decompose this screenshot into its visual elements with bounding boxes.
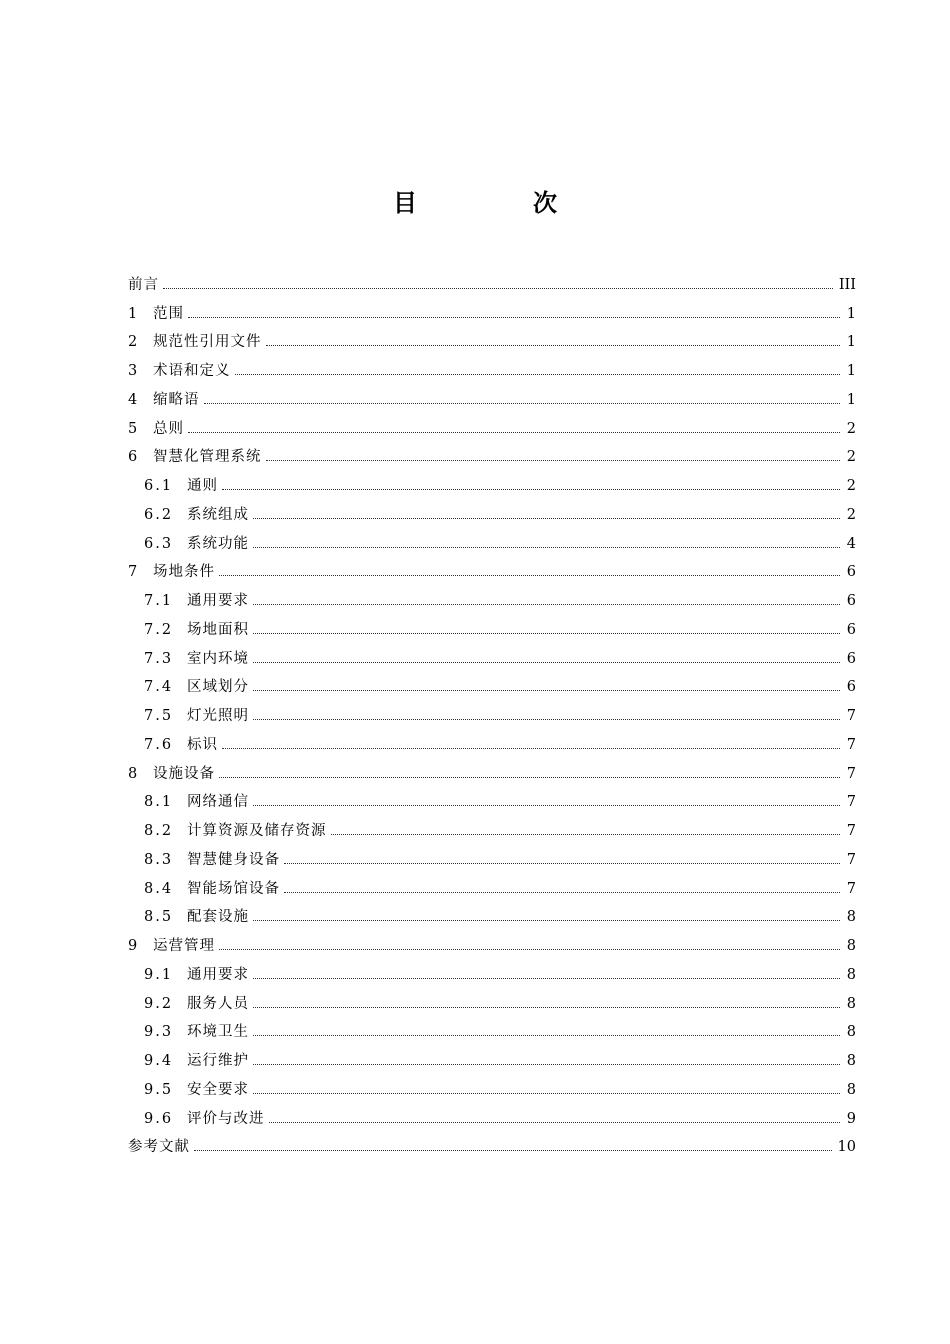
toc-entry-title: 室内环境	[187, 650, 249, 667]
toc-entry-page-number: 1	[846, 334, 856, 351]
toc-entry[interactable]	[128, 380, 856, 409]
toc-entry-title: 计算资源及储存资源	[187, 823, 327, 839]
toc-entry-title: 参考文献	[128, 1139, 190, 1156]
toc-dot-leader	[266, 460, 841, 461]
toc-entry-page-number: 6	[846, 679, 856, 696]
toc-entry-number: 2	[128, 334, 140, 351]
toc-entry-title: 系统功能	[187, 535, 249, 552]
toc-dot-leader	[331, 834, 841, 835]
toc-entry[interactable]	[128, 926, 856, 955]
toc-dot-leader	[188, 317, 840, 318]
toc-entry-page-number: 7	[846, 823, 856, 839]
toc-dot-leader	[269, 1122, 841, 1123]
toc-dot-leader	[266, 345, 841, 346]
toc-dot-leader	[253, 978, 840, 979]
toc-entry-title: 规范性引用文件	[153, 334, 262, 351]
toc-entry-page-number: 10	[837, 1139, 856, 1156]
toc-entry-title: 服务人员	[187, 995, 249, 1012]
toc-entry-page-number: 2	[846, 449, 856, 466]
toc-dot-leader	[253, 1093, 840, 1094]
page-title: 目 次	[393, 189, 603, 217]
toc-entry-page-number: 6	[846, 650, 856, 667]
toc-entry-page-number: 2	[846, 478, 856, 494]
toc-entry[interactable]	[128, 668, 856, 697]
toc-entry[interactable]	[128, 323, 856, 352]
toc-dot-leader	[222, 489, 840, 490]
toc-entry-page-number: 9	[846, 1110, 856, 1127]
toc-entry-page-number: 6	[846, 564, 856, 581]
toc-dot-leader	[253, 920, 840, 921]
toc-entry-number: 7.2	[144, 621, 174, 638]
toc-entry[interactable]	[128, 869, 856, 898]
toc-entry-page-number: III	[838, 276, 856, 293]
toc-entry-number: 1	[128, 305, 140, 322]
toc-entry-title: 灯光照明	[187, 708, 249, 724]
toc-entry[interactable]	[128, 581, 856, 610]
toc-entry-title: 安全要求	[187, 1081, 249, 1098]
toc-entry[interactable]	[128, 984, 856, 1013]
toc-dot-leader	[219, 575, 840, 576]
toc-entry[interactable]	[128, 754, 856, 783]
toc-entry-title: 范围	[153, 305, 184, 322]
toc-dot-leader	[253, 662, 840, 663]
table-of-contents	[128, 265, 856, 1156]
toc-entry-number: 7.5	[144, 708, 174, 724]
toc-entry-title: 通用要求	[187, 593, 249, 609]
toc-entry-page-number: 1	[846, 363, 856, 379]
toc-dot-leader	[194, 1150, 832, 1151]
toc-entry-page-number: 2	[846, 420, 856, 437]
toc-dot-leader	[253, 1007, 840, 1008]
toc-entry-title: 设施设备	[153, 765, 215, 782]
toc-entry-page-number: 2	[846, 506, 856, 523]
toc-entry-title: 智慧化管理系统	[153, 449, 262, 466]
toc-dot-leader	[163, 288, 833, 289]
toc-entry-title: 场地条件	[153, 564, 215, 581]
toc-entry-number: 9.2	[144, 995, 174, 1012]
toc-entry-page-number: 1	[846, 305, 856, 322]
toc-entry-page-number: 4	[846, 535, 856, 552]
toc-entry-number: 9.1	[144, 966, 174, 983]
toc-entry[interactable]	[128, 696, 856, 725]
toc-dot-leader	[253, 1035, 840, 1036]
toc-entry-page-number: 8	[846, 1081, 856, 1098]
toc-entry[interactable]	[128, 1099, 856, 1128]
toc-entry[interactable]	[128, 495, 856, 524]
toc-entry-number: 7.4	[144, 679, 174, 696]
toc-entry[interactable]	[128, 438, 856, 467]
toc-entry-number: 3	[128, 363, 140, 379]
toc-dot-leader	[253, 547, 840, 548]
toc-entry-page-number: 6	[846, 593, 856, 609]
toc-entry-number: 7.1	[144, 593, 174, 609]
toc-entry-number: 9.6	[144, 1110, 174, 1127]
toc-entry-number: 8.2	[144, 823, 174, 839]
toc-entry-number: 9.4	[144, 1053, 174, 1069]
toc-entry-title: 配套设施	[187, 909, 249, 926]
toc-entry[interactable]	[128, 1013, 856, 1042]
toc-entry[interactable]	[128, 1128, 856, 1157]
toc-entry-number: 8.4	[144, 880, 174, 897]
toc-entry[interactable]	[128, 294, 856, 323]
toc-entry-title: 区域划分	[187, 679, 249, 696]
toc-entry-title: 通用要求	[187, 966, 249, 983]
toc-dot-leader	[253, 604, 840, 605]
toc-entry-page-number: 8	[846, 909, 856, 926]
toc-entry-title: 总则	[153, 420, 184, 437]
toc-entry[interactable]	[128, 639, 856, 668]
toc-entry[interactable]	[128, 955, 856, 984]
toc-entry-page-number: 7	[846, 708, 856, 724]
toc-entry-page-number: 8	[846, 1053, 856, 1069]
toc-entry-number: 7.3	[144, 650, 174, 667]
toc-entry-page-number: 7	[846, 851, 856, 868]
toc-dot-leader	[253, 805, 840, 806]
toc-entry-number: 4	[128, 391, 140, 408]
toc-entry-number: 6.1	[144, 478, 174, 494]
toc-entry-page-number: 7	[846, 736, 856, 753]
toc-entry[interactable]	[128, 351, 856, 380]
toc-entry[interactable]	[128, 265, 856, 294]
toc-dot-leader	[188, 432, 840, 433]
toc-entry-title: 智慧健身设备	[187, 851, 280, 868]
toc-entry[interactable]	[128, 524, 856, 553]
toc-entry-page-number: 7	[846, 765, 856, 782]
toc-dot-leader	[219, 777, 840, 778]
toc-entry-page-number: 6	[846, 621, 856, 638]
toc-entry-number: 8.5	[144, 909, 174, 926]
toc-dot-leader	[253, 690, 840, 691]
toc-entry[interactable]	[128, 610, 856, 639]
toc-entry[interactable]	[128, 409, 856, 438]
toc-entry-title: 网络通信	[187, 794, 249, 811]
toc-entry-page-number: 8	[846, 1024, 856, 1041]
toc-entry-page-number: 1	[846, 391, 856, 408]
toc-entry-title: 术语和定义	[153, 363, 231, 379]
toc-entry-number: 8.1	[144, 794, 174, 811]
toc-entry-number: 5	[128, 420, 140, 437]
toc-entry-title: 通则	[187, 478, 218, 494]
toc-entry-page-number: 8	[846, 938, 856, 954]
toc-entry-page-number: 7	[846, 794, 856, 811]
toc-entry-page-number: 7	[846, 880, 856, 897]
toc-dot-leader	[219, 949, 840, 950]
toc-entry-title: 缩略语	[153, 391, 200, 408]
toc-entry[interactable]	[128, 1070, 856, 1099]
toc-entry[interactable]	[128, 1041, 856, 1070]
toc-dot-leader	[253, 1064, 840, 1065]
toc-entry-title: 场地面积	[187, 621, 249, 638]
toc-entry-number: 8.3	[144, 851, 174, 868]
toc-entry-title: 标识	[187, 736, 218, 753]
toc-entry[interactable]	[128, 898, 856, 927]
toc-entry-title: 系统组成	[187, 506, 249, 523]
toc-entry-title: 环境卫生	[187, 1024, 249, 1041]
toc-dot-leader	[253, 518, 840, 519]
toc-entry-number: 7	[128, 564, 140, 581]
toc-entry-number: 8	[128, 765, 140, 782]
toc-entry-number: 9.3	[144, 1024, 174, 1041]
toc-entry-number: 9	[128, 938, 140, 954]
toc-dot-leader	[222, 748, 840, 749]
toc-dot-leader	[253, 633, 840, 634]
toc-entry-title: 运营管理	[153, 938, 215, 954]
toc-entry-page-number: 8	[846, 966, 856, 983]
toc-entry-number: 9.5	[144, 1081, 174, 1098]
toc-entry[interactable]	[128, 783, 856, 812]
toc-entry[interactable]	[128, 725, 856, 754]
toc-entry[interactable]	[128, 466, 856, 495]
toc-entry-title: 评价与改进	[187, 1110, 265, 1127]
toc-dot-leader	[284, 892, 840, 893]
toc-entry-page-number: 8	[846, 995, 856, 1012]
toc-dot-leader	[253, 719, 840, 720]
toc-entry[interactable]	[128, 840, 856, 869]
toc-entry-title: 运行维护	[187, 1053, 249, 1069]
toc-entry[interactable]	[128, 811, 856, 840]
toc-entry[interactable]	[128, 553, 856, 582]
toc-dot-leader	[204, 403, 841, 404]
toc-entry-title: 智能场馆设备	[187, 880, 280, 897]
toc-entry-number: 6.3	[144, 535, 174, 552]
toc-dot-leader	[235, 374, 841, 375]
toc-entry-number: 7.6	[144, 736, 174, 753]
toc-dot-leader	[284, 863, 840, 864]
toc-entry-number: 6.2	[144, 506, 174, 523]
toc-entry-title: 前言	[128, 276, 159, 293]
toc-entry-number: 6	[128, 449, 140, 466]
